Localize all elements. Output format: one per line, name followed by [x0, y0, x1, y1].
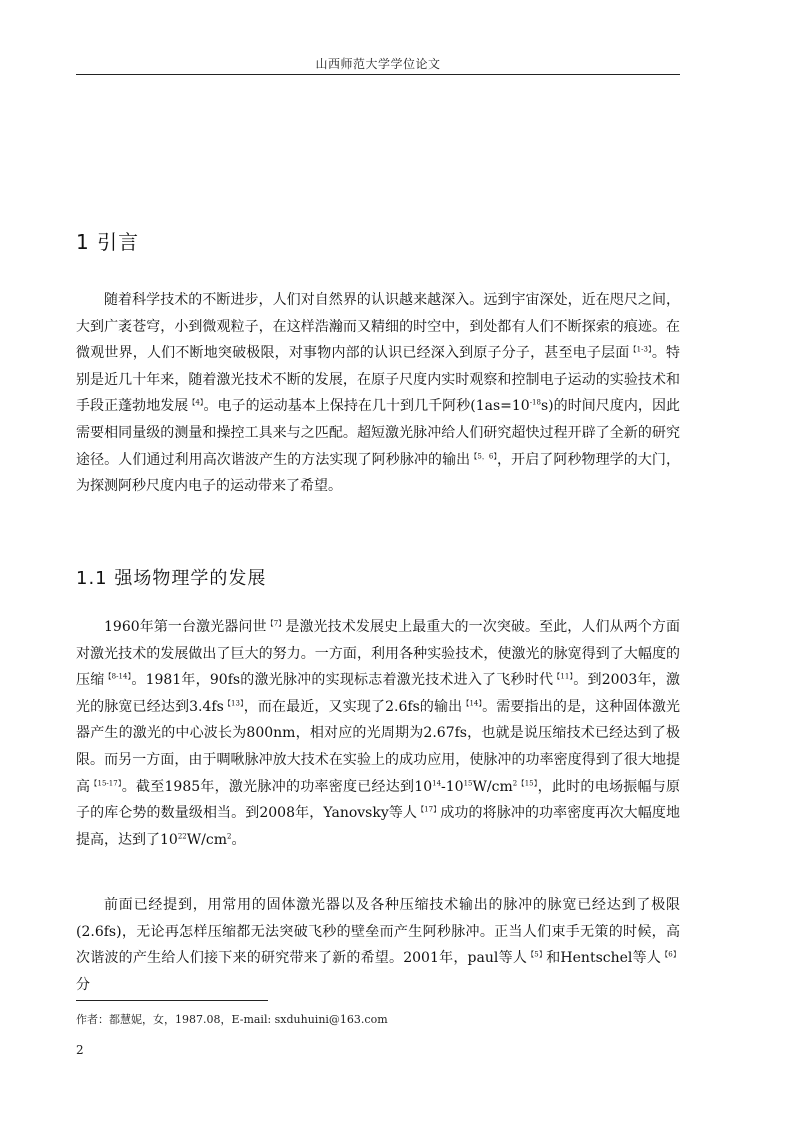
paragraph-text: 前面已经提到，用常用的固体激光器以及各种压缩技术输出的脉冲的脉宽已经达到了极限(2.6fs)，无论再怎样压缩都无法突破飞秒的壁垒而产生阿秒脉冲。正当人们束手无策的时候，高次谐波的产生给人们接下来的研究带来了新的希望。2001年，paul等人 — [76, 897, 680, 967]
paragraph-laser-history — [76, 614, 680, 853]
paragraph-intro — [76, 287, 680, 500]
paragraph-text: 。 — [231, 831, 246, 848]
paragraph-text: 和Hentschel等人 — [546, 950, 662, 967]
exponent: 22 — [177, 832, 187, 841]
exponent: -18 — [529, 398, 541, 407]
paragraph-text: ，开启了阿秒物理学的大门，为探测阿秒尺度内电子的运动带来了希望。 — [76, 451, 681, 495]
paragraph-text: 。需要指出的是，这种固体激光器产生的激光的中心波长为800nm，相对应的光周期为2.67fs，也就是说压缩技术已经达到了极限。而另一方面，由于啁啾脉冲放大技术在实验上的成功应用，使脉冲的功率密度得到了很大地提高 — [76, 698, 680, 795]
paragraph-text: 。1981年，90fs的激光脉冲的实现标志着激光技术进入了飞秒时代 — [131, 672, 554, 689]
paragraph-text: -10 — [441, 778, 464, 795]
paragraph-attosecond — [76, 892, 680, 998]
page-number: 2 — [76, 1043, 84, 1057]
paragraph-text: 分 — [76, 976, 90, 993]
paragraph-text: 成功的将脉冲的功率密度再次大幅度地提高，达到了10 — [76, 805, 681, 848]
paragraph-text: 。特别是近几十年来，随着激光技术不断的发展，在原子尺度内实时观察和控制电子运动的实验技术和手段正蓬勃地发展 — [76, 345, 681, 415]
citation: 【7】 — [266, 619, 286, 628]
citation: 【5，6】 — [470, 451, 498, 460]
footnote-rule — [76, 1000, 268, 1001]
citation: 【13】 — [223, 699, 244, 708]
exponent: 15 — [463, 778, 473, 787]
paragraph-text: W/cm — [186, 831, 227, 848]
citation: 【15】 — [517, 778, 538, 787]
citation: 【11】 — [553, 672, 574, 681]
citation: 【14】 — [462, 699, 483, 708]
citation: 【6】 — [661, 950, 680, 959]
paragraph-text: ，而在最近，又实现了2.6fs的输出 — [243, 698, 463, 715]
paragraph-text: 。到2003年，激光的脉宽已经达到3.4fs — [76, 672, 680, 715]
paragraph-text: 1960年第一台激光器问世 — [104, 619, 267, 635]
paragraph-text: ，此时的电场振幅与原子的库仑势的数量级相当。到2008年，Yanovsky等人 — [76, 778, 680, 822]
citation: 【5】 — [527, 950, 547, 959]
paragraph-text: 随着科学技术的不断进步，人们对自然界的认识越来越深入。远到宇宙深处，近在咫尺之间，大到广袤苍穹，小到微观粒子，在这样浩瀚而又精细的时空中，到处都有人们不断探索的痕迹。在微观世界，人们不断地突破极限，对事物内部的认识已经深入到原子分子，甚至电子层面 — [76, 292, 680, 362]
citation: 【17】 — [417, 805, 441, 814]
footnote: 作者：都慧妮，女，1987.08，E-mail: sxduhuini@163.com — [76, 1013, 388, 1026]
exponent: 2 — [226, 832, 232, 841]
citation: 【8-14】 — [104, 672, 132, 681]
exponent: 14 — [432, 778, 442, 787]
citation: 【4】 — [188, 398, 204, 407]
section-title: 1 引言 — [76, 230, 140, 254]
running-header: 山西师范大学学位论文 — [315, 57, 441, 71]
subsection-title: 1.1 强场物理学的发展 — [76, 568, 267, 589]
header-rule — [76, 74, 680, 75]
paragraph-text: W/cm — [472, 778, 513, 795]
citation: 【1-3】 — [629, 345, 652, 354]
paragraph-text: 。截至1985年，激光脉冲的功率密度已经达到10 — [121, 778, 433, 795]
citation: 【15-17】 — [90, 778, 122, 787]
exponent: 2 — [512, 778, 518, 787]
paragraph-text: s)的时间尺度内，因此需要相同量级的测量和操控工具来与之匹配。超短激光脉冲给人们研究超快过程开辟了全新的研究途径。人们通过利用高次谐波产生的方法实现了阿秒脉冲的输出 — [76, 398, 680, 468]
paragraph-text: 。电子的运动基本上保持在几十到几千阿秒(1as=10 — [203, 398, 530, 415]
paragraph-text: 是激光技术发展史上最重大的一次突破。至此，人们从两个方面对激光技术的发展做出了巨大的努力。一方面，利用各种实验技术，使激光的脉宽得到了大幅度的压缩 — [76, 619, 680, 689]
